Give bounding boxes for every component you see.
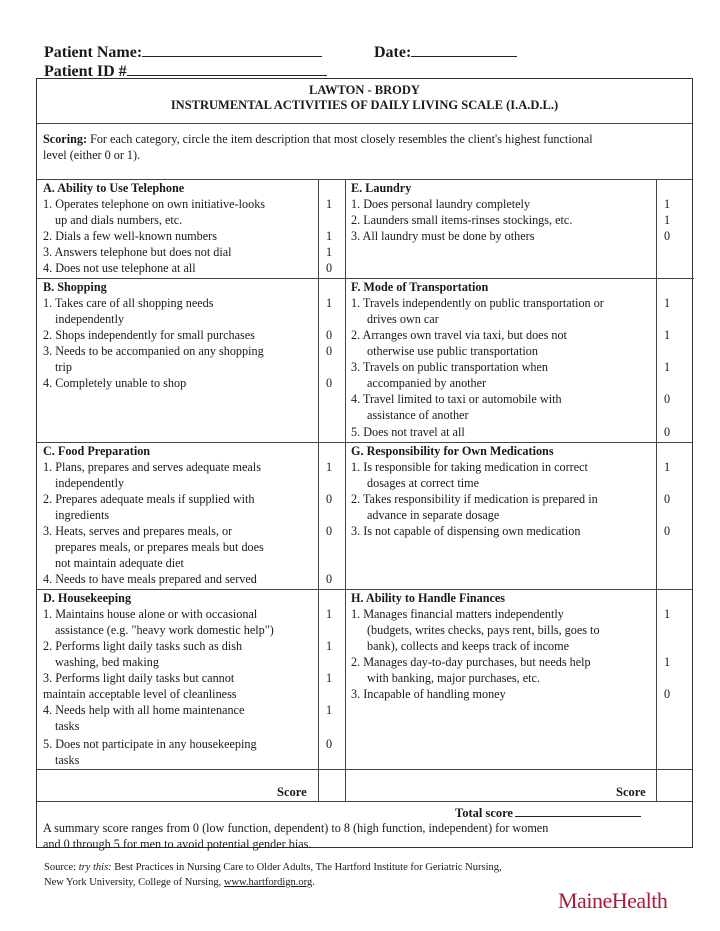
score-a2[interactable]: 1 xyxy=(325,229,333,243)
date-label: Date: xyxy=(374,44,412,61)
score-g1[interactable]: 1 xyxy=(663,460,671,474)
score-f3[interactable]: 1 xyxy=(663,360,671,374)
item-b3-line1[interactable]: 3. Needs to be accompanied on any shopping xyxy=(43,344,264,358)
item-b1-line1[interactable]: 1. Takes care of all shopping needs xyxy=(43,296,214,310)
patient-name-row xyxy=(44,42,322,62)
section-f-title: F. Mode of Transportation xyxy=(351,280,489,294)
item-d1-line1[interactable]: 1. Maintains house alone or with occasional xyxy=(43,607,258,621)
item-c3-line1[interactable]: 3. Heats, serves and prepares meals, or xyxy=(43,524,233,538)
center-divider xyxy=(345,179,346,801)
score-c4[interactable]: 0 xyxy=(325,572,333,586)
score-d2[interactable]: 1 xyxy=(325,639,333,653)
patient-id-field[interactable] xyxy=(127,61,327,76)
summary-line-2: and 0 through 5 for men to avoid potential gender bias. xyxy=(43,837,312,851)
item-h2-line2[interactable]: with banking, major purchases, etc. xyxy=(367,671,540,685)
item-a3[interactable]: 3. Answers telephone but does not dial xyxy=(43,245,232,259)
score-g3[interactable]: 0 xyxy=(663,524,671,538)
item-h2-line1[interactable]: 2. Manages day-to-day purchases, but needs help xyxy=(351,655,591,669)
item-f3-line2[interactable]: accompanied by another xyxy=(367,376,487,390)
item-g1-line1[interactable]: 1. Is responsible for taking medication in correct xyxy=(351,460,588,474)
source-line1: Best Practices in Nursing Care to Older Adults, The Hartford Institute for Geriatric Nursing, xyxy=(111,862,502,873)
score-h2[interactable]: 1 xyxy=(663,655,671,669)
score-a4[interactable]: 0 xyxy=(325,261,333,275)
score-f5[interactable]: 0 xyxy=(663,425,671,439)
source-link[interactable]: www.hartfordign.org xyxy=(223,877,313,888)
item-f2-line2[interactable]: otherwise use public transportation xyxy=(367,344,538,358)
date-field[interactable] xyxy=(411,42,517,57)
score-a3[interactable]: 1 xyxy=(325,245,333,259)
score-row-top xyxy=(37,769,692,770)
item-f4-line2[interactable]: assistance of another xyxy=(367,408,469,422)
score-d5[interactable]: 0 xyxy=(325,737,333,751)
scoring-instructions xyxy=(43,131,688,163)
score-a1[interactable]: 1 xyxy=(325,197,333,211)
section-c-title: C. Food Preparation xyxy=(43,444,151,458)
item-d1-line2[interactable]: assistance (e.g. "heavy work domestic help") xyxy=(55,623,274,637)
item-h1-line1[interactable]: 1. Manages financial matters independently xyxy=(351,607,564,621)
score-c2[interactable]: 0 xyxy=(325,492,333,506)
item-c3-line2[interactable]: prepares meals, or prepares meals but does xyxy=(55,540,264,554)
item-f2-line1[interactable]: 2. Arranges own travel via taxi, but does not xyxy=(351,328,567,342)
item-h1-line3[interactable]: bank), collects and keeps track of income xyxy=(367,639,570,653)
form-title-line2: INSTRUMENTAL ACTIVITIES OF DAILY LIVING SCALE (I.A.D.L.) xyxy=(170,98,559,112)
score-b1[interactable]: 1 xyxy=(325,296,333,310)
score-d3[interactable]: 1 xyxy=(325,671,333,685)
section-d-title: D. Housekeeping xyxy=(43,591,132,605)
item-g2-line2[interactable]: advance in separate dosage xyxy=(367,508,500,522)
item-f1-line2[interactable]: drives own car xyxy=(367,312,439,326)
scoring-text-1: For each category, circle the item description that most closely resembles the client's highest functional xyxy=(87,132,593,146)
item-b2[interactable]: 2. Shops independently for small purchases xyxy=(43,328,255,342)
score-f4[interactable]: 0 xyxy=(663,392,671,406)
score-e1[interactable]: 1 xyxy=(663,197,671,211)
right-score-label: Score xyxy=(616,785,646,799)
item-a1-line2[interactable]: up and dials numbers, etc. xyxy=(55,213,183,227)
score-e2[interactable]: 1 xyxy=(663,213,671,227)
item-g3[interactable]: 3. Is not capable of dispensing own medication xyxy=(351,524,581,538)
section-h-title: H. Ability to Handle Finances xyxy=(351,591,506,605)
item-c2-line2[interactable]: ingredients xyxy=(55,508,110,522)
item-h3[interactable]: 3. Incapable of handling money xyxy=(351,687,506,701)
item-e3[interactable]: 3. All laundry must be done by others xyxy=(351,229,535,243)
patient-name-field[interactable] xyxy=(142,42,322,57)
score-b2[interactable]: 0 xyxy=(325,328,333,342)
item-c3-line3[interactable]: not maintain adequate diet xyxy=(55,556,184,570)
item-h1-line2[interactable]: (budgets, writes checks, pays rent, bills, goes to xyxy=(367,623,600,637)
right-score-divider xyxy=(656,179,657,801)
item-g2-line1[interactable]: 2. Takes responsibility if medication is prepared in xyxy=(351,492,598,506)
item-d4-line1[interactable]: 4. Needs help with all home maintenance xyxy=(43,703,245,717)
mainehealth-logo: MaineHealth xyxy=(558,888,668,913)
total-score-field[interactable] xyxy=(515,802,641,817)
item-c4[interactable]: 4. Needs to have meals prepared and served xyxy=(43,572,257,586)
item-a2[interactable]: 2. Dials a few well-known numbers xyxy=(43,229,217,243)
item-d5-line1[interactable]: 5. Does not participate in any housekeeping xyxy=(43,737,257,751)
date-row xyxy=(374,42,517,62)
item-a4[interactable]: 4. Does not use telephone at all xyxy=(43,261,196,275)
item-e1[interactable]: 1. Does personal laundry completely xyxy=(351,197,531,211)
item-f5[interactable]: 5. Does not travel at all xyxy=(351,425,465,439)
score-d1[interactable]: 1 xyxy=(325,607,333,621)
item-d2-line2[interactable]: washing, bed making xyxy=(55,655,159,669)
section-a-title: A. Ability to Use Telephone xyxy=(43,181,185,195)
source-line2: New York University, College of Nursing, xyxy=(44,877,224,888)
summary-line-1: A summary score ranges from 0 (low function, dependent) to 8 (high function, independent) for women xyxy=(43,821,549,835)
section-g-title: G. Responsibility for Own Medications xyxy=(351,444,554,458)
item-g1-line2[interactable]: dosages at correct time xyxy=(367,476,480,490)
score-g2[interactable]: 0 xyxy=(663,492,671,506)
form-title-line1: LAWTON - BRODY xyxy=(309,83,420,97)
item-d4-line2[interactable]: tasks xyxy=(55,719,80,733)
item-c2-line1[interactable]: 2. Prepares adequate meals if supplied with xyxy=(43,492,255,506)
left-score-label: Score xyxy=(277,785,307,799)
item-d2-line1[interactable]: 2. Performs light daily tasks such as dish xyxy=(43,639,243,653)
score-f2[interactable]: 1 xyxy=(663,328,671,342)
item-e2[interactable]: 2. Launders small items-rinses stockings, etc. xyxy=(351,213,573,227)
item-d3-line2[interactable]: maintain acceptable level of cleanliness xyxy=(43,687,237,701)
patient-id-label: Patient ID # xyxy=(44,63,127,80)
summary-note xyxy=(43,820,688,852)
score-c3[interactable]: 0 xyxy=(325,524,333,538)
item-f1-line1[interactable]: 1. Travels independently on public transportation or xyxy=(351,296,604,310)
total-score-label: Total score xyxy=(455,806,513,820)
score-e3[interactable]: 0 xyxy=(663,229,671,243)
item-c1-line2[interactable]: independently xyxy=(55,476,125,490)
item-a1-line1[interactable]: 1. Operates telephone on own initiative-looks xyxy=(43,197,266,211)
patient-name-label: Patient Name: xyxy=(44,44,143,61)
score-d4[interactable]: 1 xyxy=(325,703,333,717)
score-f1[interactable]: 1 xyxy=(663,296,671,310)
scoring-label: Scoring: xyxy=(43,132,88,146)
item-b3-line2[interactable]: trip xyxy=(55,360,72,374)
item-b4[interactable]: 4. Completely unable to shop xyxy=(43,376,187,390)
source-line2-end: . xyxy=(312,877,315,888)
item-f4-line1[interactable]: 4. Travel limited to taxi or automobile with xyxy=(351,392,562,406)
scoring-text-2: level (either 0 or 1). xyxy=(43,148,141,162)
score-b3[interactable]: 0 xyxy=(325,344,333,358)
item-d5-line2[interactable]: tasks xyxy=(55,753,80,767)
item-b1-line2[interactable]: independently xyxy=(55,312,125,326)
score-h1[interactable]: 1 xyxy=(663,607,671,621)
item-d3-line1[interactable]: 3. Performs light daily tasks but cannot xyxy=(43,671,235,685)
divider xyxy=(37,123,692,124)
total-score-row xyxy=(455,802,641,821)
item-c1-line1[interactable]: 1. Plans, prepares and serves adequate meals xyxy=(43,460,261,474)
iadl-form xyxy=(36,78,693,851)
score-h3[interactable]: 0 xyxy=(663,687,671,701)
section-b-title: B. Shopping xyxy=(43,280,107,294)
left-score-divider xyxy=(318,179,319,801)
score-b4[interactable]: 0 xyxy=(325,376,333,390)
source-try-this: try this: xyxy=(78,862,112,873)
source-prefix: Source: xyxy=(44,862,79,873)
score-c1[interactable]: 1 xyxy=(325,460,333,474)
source-citation xyxy=(44,860,604,890)
item-f3-line1[interactable]: 3. Travels on public transportation when xyxy=(351,360,549,374)
section-e-title: E. Laundry xyxy=(351,181,412,195)
